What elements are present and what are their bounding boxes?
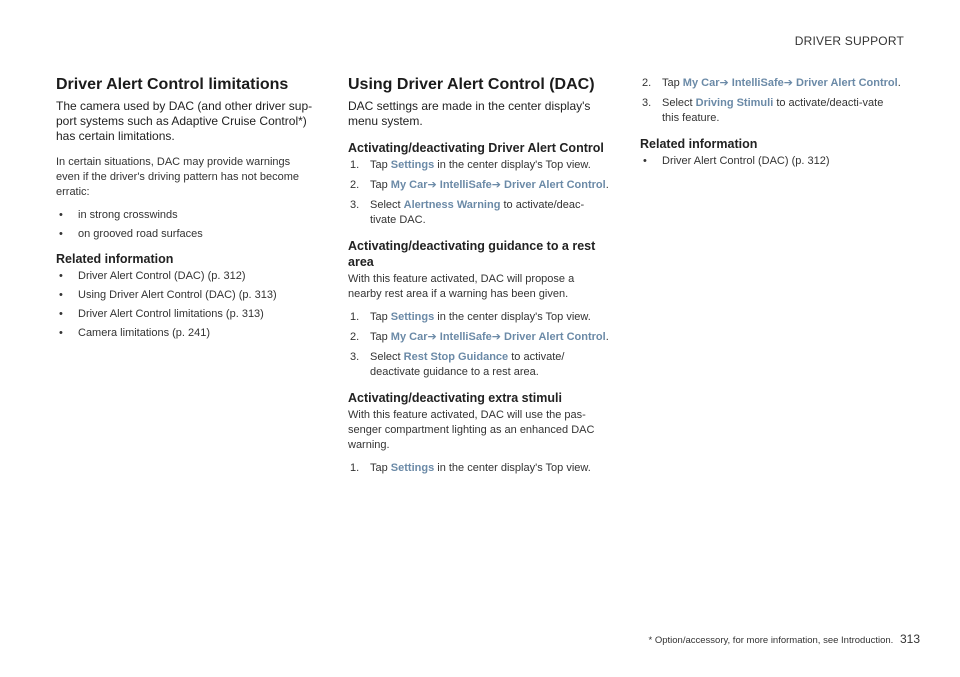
section-title: Using Driver Alert Control (DAC) <box>348 76 595 93</box>
step-text: in the center display's Top view. <box>434 159 591 171</box>
step-number: 1. <box>350 462 360 474</box>
related-link[interactable]: • Camera limitations (p. 241) <box>56 326 316 340</box>
step-item <box>640 96 902 126</box>
ui-label-driver-alert-control: Driver Alert Control <box>504 179 606 191</box>
paragraph: With this feature activated, DAC will propose a nearby rest area if a warning has been given. <box>348 273 575 300</box>
bullet-list <box>56 208 316 241</box>
step-number: 1. <box>350 311 360 323</box>
ui-label-rest-stop-guidance: Rest Stop Guidance <box>403 351 509 363</box>
step-number: 3. <box>642 97 652 109</box>
intro-text: DAC settings are made in the center display's menu system. <box>348 99 591 128</box>
step-text: to activate/ deactivate guidance to a rest area. <box>370 351 565 378</box>
page-number: 313 <box>899 632 920 646</box>
arrow-right-icon: ➔ <box>491 179 501 191</box>
step-text: Tap <box>370 462 391 474</box>
step-text: . <box>897 77 901 89</box>
step-text: Tap <box>662 77 683 89</box>
paragraph: With this feature activated, DAC will use the pas-senger compartment lighting as an enhanced DAC warning. <box>348 409 595 451</box>
step-item <box>348 310 610 325</box>
step-item <box>348 198 610 228</box>
ui-label-my-car: My Car <box>390 331 428 343</box>
ui-label-intellisafe: IntelliSafe <box>439 179 492 191</box>
ui-label-intellisafe: IntelliSafe <box>439 331 492 343</box>
footnote: * Option/accessory, for more information, see Introduction. <box>648 635 894 646</box>
step-text: . <box>605 179 609 191</box>
step-item <box>348 330 610 345</box>
step-list <box>348 158 610 228</box>
arrow-right-icon: ➔ <box>783 77 793 89</box>
step-list <box>348 461 610 476</box>
section-header: DRIVER SUPPORT <box>794 34 904 48</box>
intro-text: The camera used by DAC (and other driver sup-port systems such as Adaptive Cruise Control*) has certain limitations. <box>56 99 313 143</box>
step-item <box>348 350 610 380</box>
step-number: 2. <box>350 331 360 343</box>
ui-label-settings: Settings <box>390 159 435 171</box>
arrow-right-icon: ➔ <box>719 77 729 89</box>
ui-label-alertness-warning: Alertness Warning <box>403 199 501 211</box>
step-number: 3. <box>350 351 360 363</box>
section-title: Driver Alert Control limitations <box>56 76 289 93</box>
related-link[interactable]: • Driver Alert Control (DAC) (p. 312) <box>56 269 316 283</box>
ui-label-driver-alert-control: Driver Alert Control <box>504 331 606 343</box>
subsection-heading: Activating/deactivating extra stimuli <box>348 391 562 405</box>
subsection-heading: Activating/deactivating Driver Alert Control <box>348 141 604 155</box>
ui-label-settings: Settings <box>390 462 435 474</box>
step-number: 3. <box>350 199 360 211</box>
step-number: 2. <box>350 179 360 191</box>
step-number: 2. <box>642 77 652 89</box>
list-item: • on grooved road surfaces <box>56 227 316 241</box>
arrow-right-icon: ➔ <box>427 179 437 191</box>
step-item <box>348 178 610 193</box>
step-text: to activate/deacti-vate this feature. <box>662 97 884 124</box>
arrow-right-icon: ➔ <box>491 331 501 343</box>
step-text: Tap <box>370 179 391 191</box>
ui-label-intellisafe: IntelliSafe <box>731 77 784 89</box>
related-link[interactable]: • Driver Alert Control (DAC) (p. 312) <box>640 154 902 168</box>
related-info-heading: Related information <box>56 252 174 266</box>
step-list <box>640 76 902 126</box>
step-text: Select <box>370 351 404 363</box>
ui-label-settings: Settings <box>390 311 435 323</box>
step-text: Select <box>662 97 696 109</box>
arrow-right-icon: ➔ <box>427 331 437 343</box>
related-link[interactable]: • Driver Alert Control limitations (p. 313) <box>56 307 316 321</box>
step-text: Tap <box>370 331 391 343</box>
step-text: in the center display's Top view. <box>434 311 591 323</box>
ui-label-driver-alert-control: Driver Alert Control <box>796 77 898 89</box>
ui-label-my-car: My Car <box>390 179 428 191</box>
subsection-heading: Activating/deactivating guidance to a rest area <box>348 239 596 269</box>
ui-label-driving-stimuli: Driving Stimuli <box>695 97 774 109</box>
step-text: Tap <box>370 311 391 323</box>
step-list <box>348 310 610 380</box>
step-text: in the center display's Top view. <box>434 462 591 474</box>
related-info-list <box>640 154 902 168</box>
step-item <box>348 158 610 173</box>
paragraph: In certain situations, DAC may provide warnings even if the driver's driving pattern has not become erratic: <box>56 156 300 198</box>
step-number: 1. <box>350 159 360 171</box>
ui-label-my-car: My Car <box>682 77 720 89</box>
column-using-dac <box>348 76 610 481</box>
step-text: . <box>605 331 609 343</box>
step-text: Select <box>370 199 404 211</box>
step-text: to activate/deac-tivate DAC. <box>370 199 585 226</box>
related-info-list <box>56 269 316 340</box>
list-item: • in strong crosswinds <box>56 208 316 222</box>
page-footer <box>649 632 921 646</box>
column-dac-limitations <box>56 76 316 345</box>
step-text: Tap <box>370 159 391 171</box>
related-link[interactable]: • Using Driver Alert Control (DAC) (p. 313) <box>56 288 316 302</box>
step-item <box>348 461 610 476</box>
related-info-heading: Related information <box>640 137 758 151</box>
column-continued <box>640 76 902 173</box>
step-item <box>640 76 902 91</box>
